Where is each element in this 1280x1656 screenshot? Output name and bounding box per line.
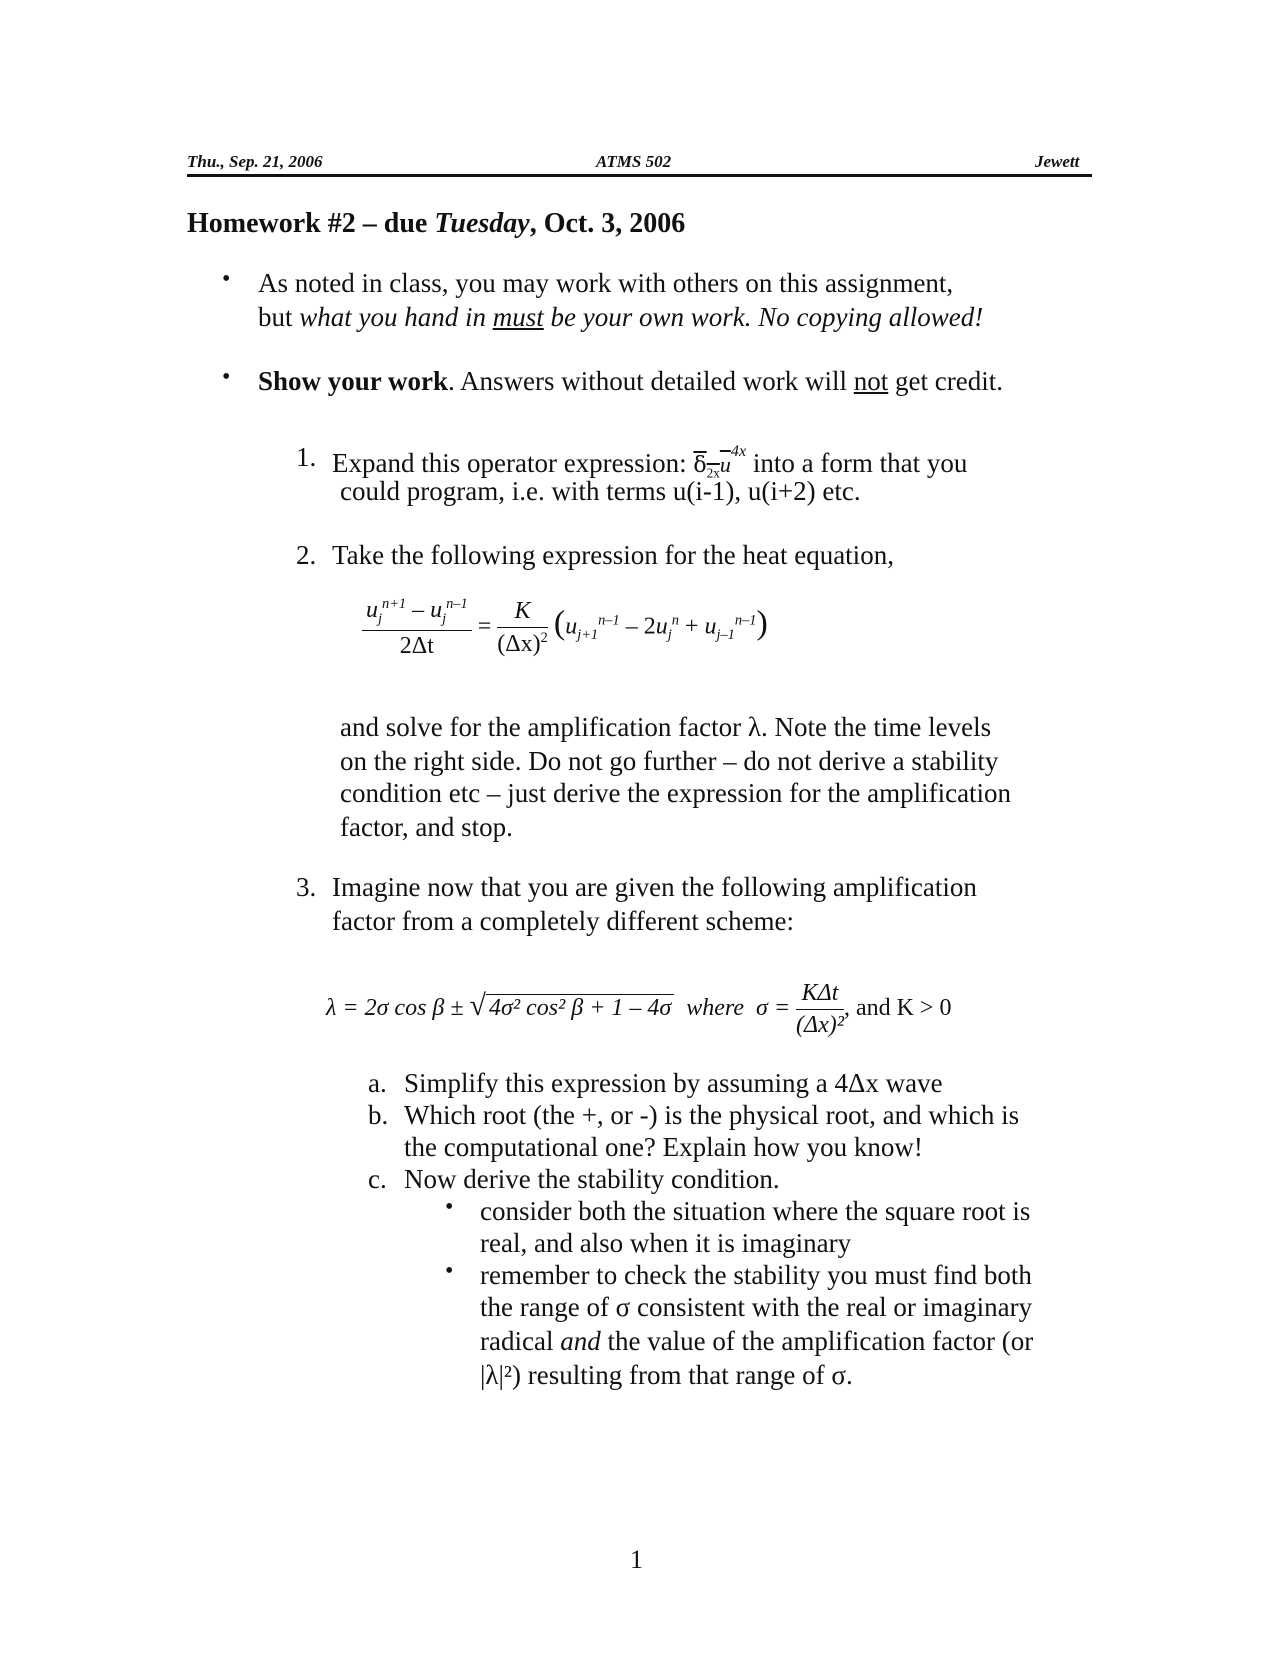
- header-course: ATMS 502: [596, 152, 672, 171]
- bullet-dot-icon: •: [445, 1194, 454, 1220]
- bullet2-line: [258, 364, 1003, 398]
- heat-eq-rhs: $\frac{K}{(\Delta x)^2}$: [497, 597, 548, 657]
- heat-equation: $\frac{u_j^{n+1} - u_j^{n-1}}{2\Delta t}$ = $\frac{K}{(\Delta x)^2}$ $(u_{j+1}^{n-1} - 2u_j^n + u_{j-1}^{n-1})$: [362, 596, 768, 660]
- q1-line1-post: into a form that you: [752, 448, 968, 478]
- bullet1-but: but: [258, 302, 293, 332]
- q2-number: 2.: [296, 540, 317, 570]
- bullet1-line1: As noted in class, you may work with others on this assignment,: [258, 268, 954, 298]
- bullet1-italic2: be your own work. No copying allowed!: [550, 302, 984, 332]
- q3-c2-line1: remember to check the stability you must find both: [480, 1260, 1032, 1290]
- header-date: Thu., Sep. 21, 2006: [187, 152, 323, 171]
- q2-para-line1: and solve for the amplification factor λ. Note the time levels: [340, 712, 992, 742]
- q3-b-line2: the computational one? Explain how you know!: [404, 1132, 923, 1162]
- q3-a-label: a.: [368, 1068, 387, 1098]
- q3-c2-line3: radical and the value of the amplification factor (or: [480, 1326, 1034, 1356]
- q3-a-text: Simplify this expression by assuming a 4Δx wave: [404, 1068, 943, 1098]
- bullet2-post: get credit.: [895, 366, 1003, 396]
- page-number: 1: [630, 1545, 643, 1574]
- bullet2-pre: . Answers without detailed work will: [448, 366, 847, 396]
- q1-line2: could program, i.e. with terms u(i-1), u(i+2) etc.: [340, 476, 861, 506]
- q3-c2-line4: |λ|²) resulting from that range of σ.: [480, 1360, 853, 1390]
- q3-number: 3.: [296, 872, 317, 902]
- title-suffix: , Oct. 3, 2006: [529, 208, 686, 239]
- q1-line1-pre: Expand this operator expression:: [332, 448, 687, 478]
- bullet1-italic1: what you hand in: [299, 302, 487, 332]
- amp-eq-where: where: [686, 995, 744, 1022]
- bullet2-bold: Show your work: [258, 366, 449, 396]
- q3-b-line1: Which root (the +, or -) is the physical root, and which is: [404, 1100, 1020, 1130]
- q3-line1: Imagine now that you are given the following amplification: [332, 872, 977, 902]
- bullet-dot-icon: •: [222, 364, 231, 390]
- q2-para-line3: condition etc – just derive the expression for the amplification: [340, 778, 1012, 808]
- q1-number: 1.: [296, 442, 317, 472]
- q3-c1-line2: real, and also when it is imaginary: [480, 1228, 852, 1258]
- q3-b-label: b.: [368, 1100, 389, 1130]
- bullet-dot-icon: •: [445, 1258, 454, 1284]
- header-author: Jewett: [1035, 152, 1080, 171]
- q1-operator-sup: 4x: [730, 442, 747, 460]
- page-title: [187, 208, 685, 240]
- heat-eq-lhs: $\frac{u_j^{n+1} - u_j^{n-1}}{2\Delta t}$: [362, 596, 472, 660]
- q2-para-line4: factor, and stop.: [340, 812, 513, 842]
- title-prefix: Homework #2 – due: [187, 208, 428, 239]
- bullet1-must: must: [492, 302, 544, 332]
- q3-line2: factor from a completely different scheme:: [332, 906, 795, 936]
- q1-operator: $\delta_{2x}u$: [693, 452, 731, 481]
- bullet1-line2: [258, 300, 983, 334]
- bullet-dot-icon: •: [222, 266, 231, 292]
- q2-line1: Take the following expression for the heat equation,: [332, 540, 894, 570]
- amp-eq-and: , and K > 0: [843, 995, 952, 1022]
- q2-para-line2: on the right side. Do not go further – do not derive a stability: [340, 746, 999, 776]
- q3-c1-line1: consider both the situation where the square root is: [480, 1196, 1031, 1226]
- amp-eq-sigma: σ =: [755, 995, 791, 1022]
- amp-eq-main: λ = 2σ cos β ±: [326, 995, 464, 1022]
- q3-c-label: c.: [368, 1164, 387, 1194]
- amplification-equation: λ = 2σ cos β ± √ 4σ² cos² β + 1 – 4σ where σ = $\frac{\text{KΔt}}{\text{(Δx)²}}$ , and K > 0: [326, 980, 952, 1038]
- amp-eq-sigma-frac: $\frac{\text{KΔt}}{\text{(Δx)²}}$: [796, 980, 844, 1038]
- q3-c2-line2: the range of σ consistent with the real or imaginary: [480, 1292, 1033, 1322]
- amp-eq-root: 4σ² cos² β + 1 – 4σ: [486, 994, 674, 1021]
- title-day: Tuesday: [434, 208, 530, 239]
- q3-c-text: Now derive the stability condition.: [404, 1164, 780, 1194]
- header-divider: [187, 174, 1092, 177]
- bullet2-not: not: [853, 366, 889, 396]
